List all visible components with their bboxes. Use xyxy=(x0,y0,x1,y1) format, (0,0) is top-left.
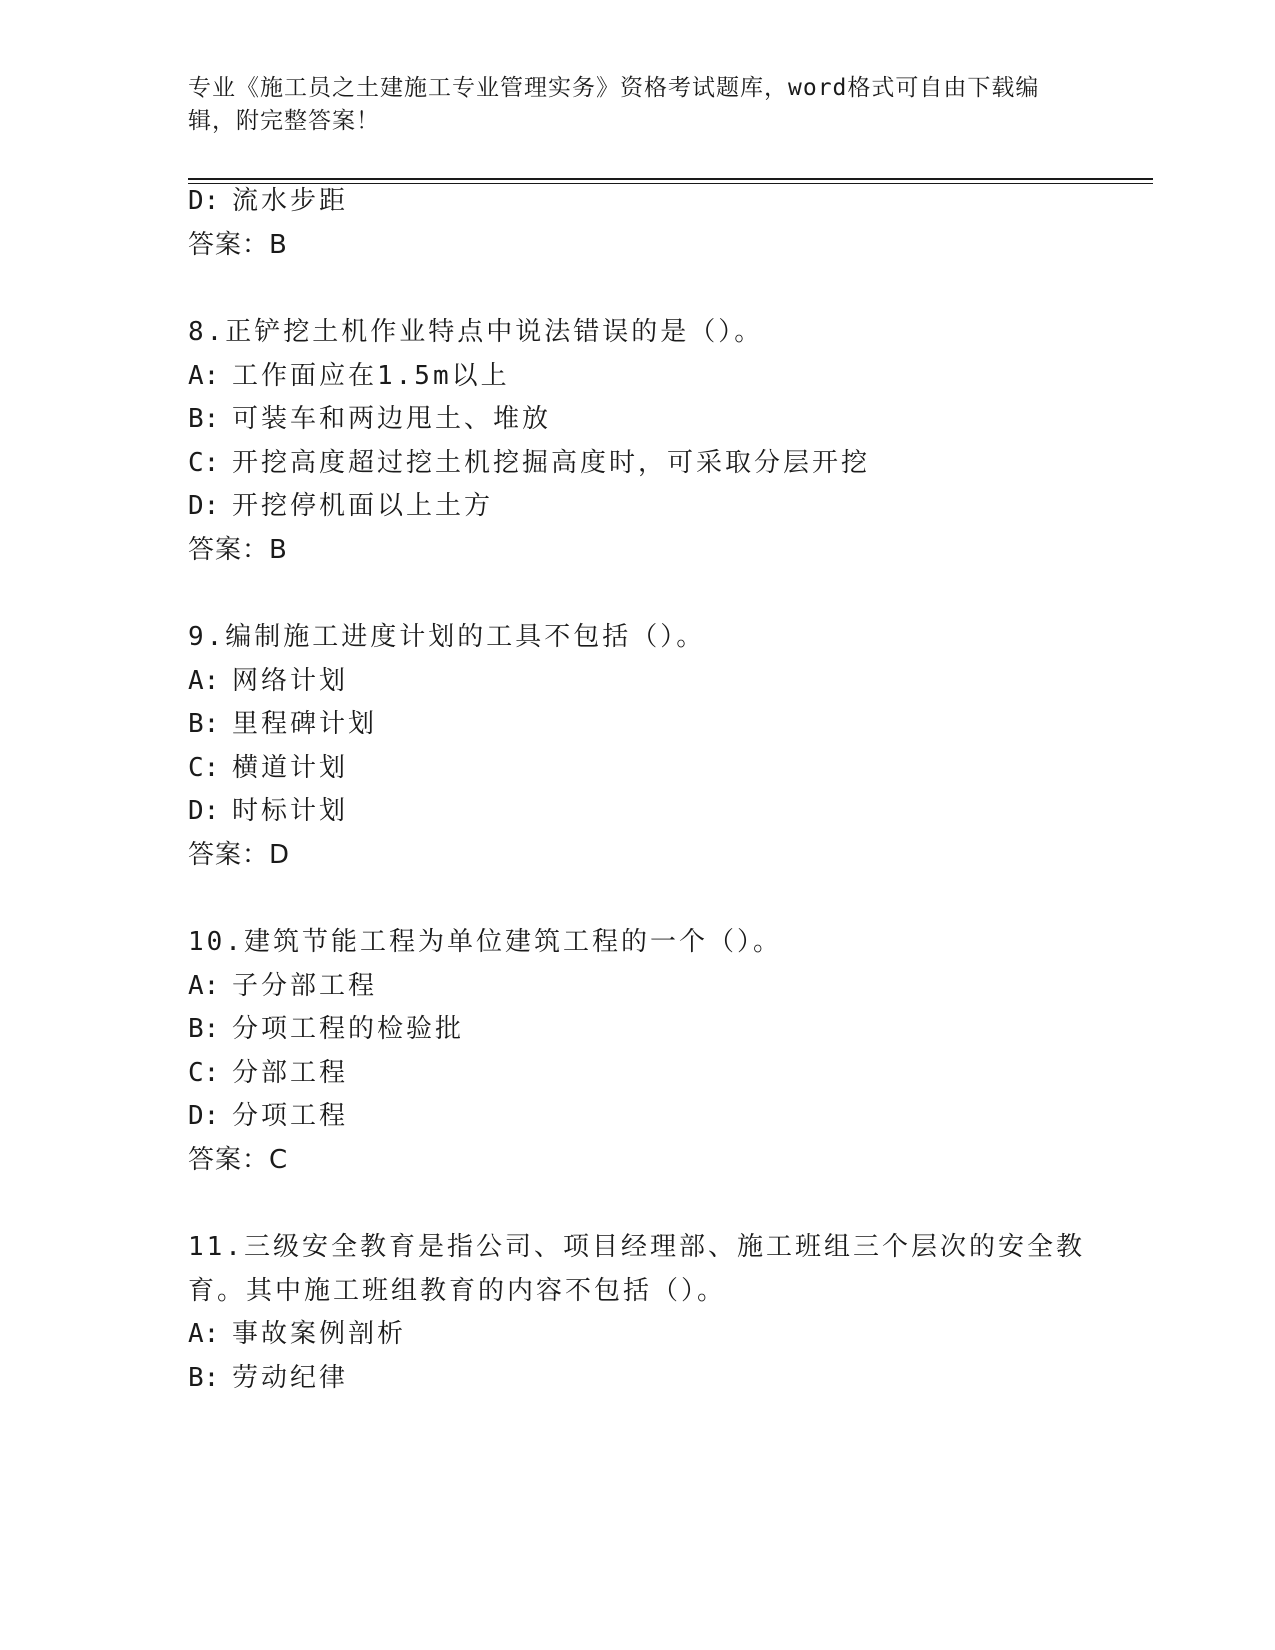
option-letter: B: xyxy=(188,1363,220,1393)
option-text: 可装车和两边甩土、堆放 xyxy=(232,404,552,434)
question-10-option-b xyxy=(188,1012,464,1046)
question-11-option-b xyxy=(188,1361,348,1395)
prev-question-option-d xyxy=(188,184,348,218)
question-11-option-a xyxy=(188,1317,406,1351)
option-text: 分项工程的检验批 xyxy=(232,1014,465,1044)
option-letter: B: xyxy=(188,1014,220,1044)
option-text: 工作面应在1.5m以上 xyxy=(232,361,510,391)
prev-question-answer: 答案：B xyxy=(188,230,288,260)
header-divider-thick xyxy=(188,178,1153,180)
option-letter: B: xyxy=(188,709,220,739)
option-text: 网络计划 xyxy=(232,666,349,696)
option-letter: C: xyxy=(188,753,220,783)
option-letter: B: xyxy=(188,404,220,434)
question-9-answer: 答案：D xyxy=(188,840,291,870)
option-letter: D: xyxy=(188,491,220,521)
question-8-option-a xyxy=(188,359,510,393)
document-header: 专业《施工员之土建施工专业管理实务》资格考试题库，word格式可自由下载编辑，附完整答案！ xyxy=(188,75,1040,134)
option-text: 时标计划 xyxy=(232,796,349,826)
option-letter: C: xyxy=(188,1058,220,1088)
option-letter: C: xyxy=(188,448,220,478)
question-10-option-c xyxy=(188,1056,348,1090)
question-9-option-a xyxy=(188,664,348,698)
option-text: 里程碑计划 xyxy=(232,709,378,739)
question-8-option-b xyxy=(188,402,551,436)
question-10-option-a xyxy=(188,969,377,1003)
option-text: 分项工程 xyxy=(232,1101,349,1131)
option-letter: D: xyxy=(188,1101,220,1131)
question-8-option-d xyxy=(188,489,493,523)
option-letter: A: xyxy=(188,361,220,391)
option-letter: D: xyxy=(188,796,220,826)
option-text: 开挖高度超过挖土机挖掘高度时，可采取分层开挖 xyxy=(232,448,871,478)
option-text: 分部工程 xyxy=(232,1058,349,1088)
question-11-stem-line-1: 11.三级安全教育是指公司、项目经理部、施工班组三个层次的安全教 xyxy=(188,1232,1085,1262)
option-text: 劳动纪律 xyxy=(232,1363,349,1393)
question-8-stem: 8.正铲挖土机作业特点中说法错误的是（）。 xyxy=(188,317,764,347)
question-9-option-b xyxy=(188,707,377,741)
question-10-option-d xyxy=(188,1099,348,1133)
question-8-option-c xyxy=(188,446,870,480)
question-9-stem: 9.编制施工进度计划的工具不包括（）。 xyxy=(188,622,706,652)
option-letter: D: xyxy=(188,186,220,216)
question-8-answer: 答案：B xyxy=(188,535,288,565)
option-text: 开挖停机面以上土方 xyxy=(232,491,494,521)
option-letter: A: xyxy=(188,971,220,1001)
option-text: 流水步距 xyxy=(232,186,349,216)
option-letter: A: xyxy=(188,1319,220,1349)
option-letter: A: xyxy=(188,666,220,696)
option-text: 横道计划 xyxy=(232,753,349,783)
option-text: 事故案例剖析 xyxy=(232,1319,407,1349)
question-9-option-d xyxy=(188,794,348,828)
question-10-stem: 10.建筑节能工程为单位建筑工程的一个（）。 xyxy=(188,927,782,957)
option-text: 子分部工程 xyxy=(232,971,378,1001)
question-9-option-c xyxy=(188,751,348,785)
question-11-stem-line-2: 育。其中施工班组教育的内容不包括（）。 xyxy=(188,1276,727,1306)
question-10-answer: 答案：C xyxy=(188,1145,289,1175)
